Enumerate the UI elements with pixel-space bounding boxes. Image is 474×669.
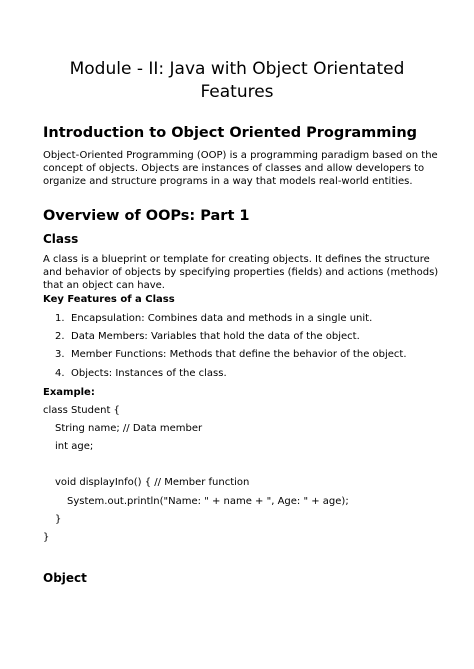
list-item-text: Data Members: Variables that hold the data of the object.	[71, 331, 360, 342]
list-item-text: Encapsulation: Combines data and methods in a single unit.	[71, 313, 373, 324]
list-item	[55, 313, 372, 324]
class-line-3: that an object can have.	[43, 280, 165, 291]
code-line: }	[43, 532, 50, 543]
key-features-heading: Key Features of a Class	[43, 294, 175, 305]
code-line: }	[55, 514, 62, 525]
page-title-line-2: Features	[200, 82, 274, 102]
intro-heading: Introduction to Object Oriented Programming	[43, 125, 418, 141]
list-item-number: 4.	[55, 368, 65, 379]
code-line: String name; // Data member	[55, 423, 203, 434]
class-paragraph	[43, 253, 439, 292]
intro-paragraph	[43, 149, 438, 188]
class-heading: Class	[43, 232, 79, 246]
example-heading: Example:	[43, 387, 95, 398]
intro-line-3: organize and structure programs in a way that models real-world entities.	[43, 176, 413, 187]
intro-line-1: Object-Oriented Programming (OOP) is a programming paradigm based on the	[43, 150, 438, 161]
code-line: int age;	[55, 441, 94, 452]
code-line: class Student {	[43, 405, 120, 416]
class-line-2: and behavior of objects by specifying properties (fields) and actions (methods)	[43, 267, 439, 278]
overview-heading: Overview of OOPs: Part 1	[43, 208, 250, 224]
list-item-number: 2.	[55, 331, 65, 342]
object-heading: Object	[43, 571, 87, 585]
code-line: System.out.println("Name: " + name + ", Age: " + age);	[67, 496, 349, 507]
intro-line-2: concept of objects. Objects are instances of classes and allow developers to	[43, 163, 425, 174]
list-item	[55, 331, 360, 342]
class-line-1: A class is a blueprint or template for creating objects. It defines the structure	[43, 254, 430, 265]
list-item-number: 3.	[55, 349, 65, 360]
page-title	[0, 58, 474, 104]
code-line: void displayInfo() { // Member function	[55, 477, 250, 488]
list-item	[55, 349, 407, 360]
list-item-text: Member Functions: Methods that define the behavior of the object.	[71, 349, 407, 360]
page-title-line-1: Module - II: Java with Object Orientated	[69, 59, 405, 79]
list-item-text: Objects: Instances of the class.	[71, 368, 227, 379]
list-item	[55, 368, 227, 379]
list-item-number: 1.	[55, 313, 65, 324]
